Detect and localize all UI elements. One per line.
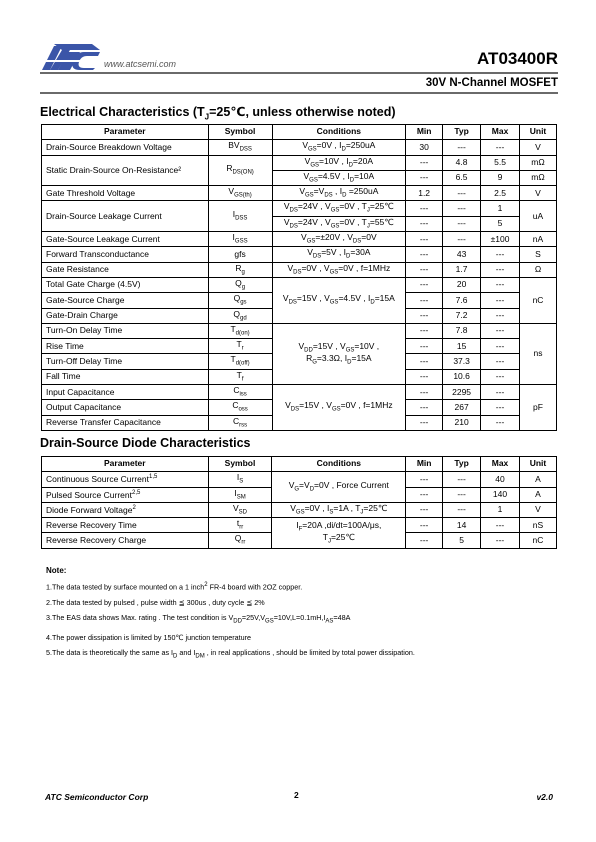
website-link[interactable]: www.atcsemi.com: [104, 59, 177, 69]
conditions-cell: $V_{GS}=4.5V$ , $I_D=10A$: [272, 170, 406, 185]
conditions-cell: $V_{DS}=24V$ , $V_{GS}=0V$ , $T_J=55℃$: [272, 216, 406, 231]
symbol-cell: $C_{iss}$: [208, 385, 272, 400]
param-cell: Reverse Recovery Charge: [42, 533, 209, 548]
col-header: Parameter: [42, 457, 209, 472]
table-row: [42, 140, 557, 155]
min-cell: ---: [406, 518, 443, 533]
unit-cell: pF: [520, 385, 557, 431]
header-rule-lower: [40, 92, 558, 94]
symbol-cell: $BV_{DSS}$: [208, 140, 272, 155]
col-header: Unit: [519, 457, 556, 472]
min-cell: ---: [406, 487, 443, 502]
min-cell: ---: [406, 385, 443, 400]
max-cell: ---: [481, 140, 520, 155]
note-item: 4.The power dissipation is limited by 150℃ junction temperature: [46, 633, 252, 643]
col-header: Typ: [443, 457, 481, 472]
max-cell: 40: [481, 472, 520, 487]
max-cell: 2.5: [481, 186, 520, 201]
table-row: [42, 186, 557, 201]
table-row: [42, 472, 557, 487]
param-cell: Total Gate Charge (4.5V): [42, 277, 209, 292]
unit-cell: ns: [520, 323, 557, 384]
max-cell: ---: [481, 308, 520, 323]
symbol-cell: $C_{oss}$: [208, 400, 272, 415]
typ-cell: 267: [443, 400, 481, 415]
table-row: [42, 385, 557, 400]
typ-cell: ---: [443, 216, 481, 231]
typ-cell: ---: [443, 232, 481, 247]
symbol-cell: $I_{GSS}$: [208, 232, 272, 247]
max-cell: 1: [481, 201, 520, 216]
max-cell: ---: [481, 400, 520, 415]
param-cell: Output Capacitance: [42, 400, 209, 415]
param-cell: Gate-Source Leakage Current: [42, 232, 209, 247]
param-cell: Drain-Source Breakdown Voltage: [42, 140, 209, 155]
table-row: [42, 323, 557, 338]
note-item: 3.The EAS data shows Max. rating . The test condition is $V_{DD}=25V,V_{GS}=10V,L=0.1mH,I_{AS}=48A$: [46, 613, 351, 625]
min-cell: 1.2: [406, 186, 443, 201]
table-row: [42, 277, 557, 292]
symbol-cell: $T_{d(on)}$: [208, 323, 272, 338]
table-header-row: [42, 125, 557, 140]
typ-cell: ---: [443, 201, 481, 216]
max-cell: ---: [481, 277, 520, 292]
symbol-cell: $I_{SM}$: [208, 487, 272, 502]
unit-cell: uA: [520, 201, 557, 232]
note-item: 1.The data tested by surface mounted on a 1 inch$^2$ FR-4 board with 2OZ copper.: [46, 582, 303, 592]
max-cell: ---: [481, 533, 520, 548]
conditions-cell: $V_{GS}=0V$ , $I_D=250uA$: [272, 140, 406, 155]
param-cell: Static Drain-Source On-Resistance²: [42, 155, 209, 186]
typ-cell: 7.8: [443, 323, 481, 338]
typ-cell: 20: [443, 277, 481, 292]
conditions-cell: $V_{GS}=V_{DS}$ , $I_D =250uA$: [272, 186, 406, 201]
param-cell: Forward Transconductance: [42, 247, 209, 262]
col-header: Conditions: [272, 125, 406, 140]
typ-cell: 7.6: [443, 293, 481, 308]
conditions-cell: $V_{GS}=0V$ , $I_S=1A$ , $T_J=25℃$: [272, 502, 406, 517]
min-cell: ---: [406, 533, 443, 548]
max-cell: ---: [481, 369, 520, 384]
symbol-cell: $T_{d(off)}$: [208, 354, 272, 369]
typ-cell: 10.6: [443, 369, 481, 384]
symbol-cell: $Q_{gs}$: [208, 293, 272, 308]
conditions-cell: $V_{GS}=10V$ , $I_D=20A$: [272, 155, 406, 170]
col-header: Max: [481, 125, 520, 140]
unit-cell: mΩ: [520, 155, 557, 170]
min-cell: ---: [406, 502, 443, 517]
typ-cell: 14: [443, 518, 481, 533]
diode-table: [41, 456, 557, 549]
typ-cell: 210: [443, 415, 481, 430]
col-header: Symbol: [208, 125, 272, 140]
product-subtitle: 30V N-Channel MOSFET: [425, 77, 558, 89]
min-cell: 30: [406, 140, 443, 155]
typ-cell: ---: [443, 140, 481, 155]
unit-cell: nC: [519, 533, 556, 548]
conditions-cell: $V_{DS}=15V$ , $V_{GS}=0V$ , f=1MHz: [272, 385, 406, 431]
param-cell: Drain-Source Leakage Current: [42, 201, 209, 232]
symbol-cell: $C_{rss}$: [208, 415, 272, 430]
typ-cell: 5: [443, 533, 481, 548]
min-cell: ---: [406, 293, 443, 308]
symbol-cell: $R_g$: [208, 262, 272, 277]
symbol-cell: $Q_g$: [208, 277, 272, 292]
unit-cell: nS: [519, 518, 556, 533]
param-cell: Gate-Source Charge: [42, 293, 209, 308]
min-cell: ---: [406, 262, 443, 277]
conditions-cell: $V_{DS}=0V$ , $V_{GS}=0V$ , f=1MHz: [272, 262, 406, 277]
param-cell: Input Capacitance: [42, 385, 209, 400]
max-cell: ---: [481, 293, 520, 308]
symbol-cell: $V_{SD}$: [208, 502, 272, 517]
table-header-row: [42, 457, 557, 472]
table-row: [42, 262, 557, 277]
min-cell: ---: [406, 354, 443, 369]
symbol-cell: $T_f$: [208, 369, 272, 384]
conditions-cell: $V_{DS}=5V$ , $I_D=30A$: [272, 247, 406, 262]
param-cell: Gate Resistance: [42, 262, 209, 277]
unit-cell: nA: [520, 232, 557, 247]
max-cell: ±100: [481, 232, 520, 247]
max-cell: 9: [481, 170, 520, 185]
min-cell: ---: [406, 339, 443, 354]
typ-cell: 2295: [443, 385, 481, 400]
symbol-cell: gfs: [208, 247, 272, 262]
max-cell: ---: [481, 339, 520, 354]
col-header: Min: [406, 457, 443, 472]
table-row: [42, 155, 557, 170]
conditions-cell: $V_{DD}=15V$ , $V_{GS}=10V$ , $R_G=3.3\Omega$, $I_D=15A$: [272, 323, 406, 384]
unit-cell: V: [520, 186, 557, 201]
conditions-cell: $V_G=V_D=0V$ , Force Current: [272, 472, 406, 503]
min-cell: ---: [406, 277, 443, 292]
unit-cell: V: [520, 140, 557, 155]
max-cell: 5: [481, 216, 520, 231]
col-header: Typ: [443, 125, 481, 140]
min-cell: ---: [406, 201, 443, 216]
symbol-cell: $Q_{rr}$: [208, 533, 272, 548]
col-header: Max: [481, 457, 520, 472]
table-row: [42, 201, 557, 216]
max-cell: ---: [481, 323, 520, 338]
footer-version: v2.0: [536, 792, 553, 802]
footer-page-number: 2: [294, 790, 299, 800]
max-cell: ---: [481, 247, 520, 262]
param-cell: Gate Threshold Voltage: [42, 186, 209, 201]
typ-cell: 37.3: [443, 354, 481, 369]
notes-title: Note:: [46, 566, 67, 575]
symbol-cell: $I_{DSS}$: [208, 201, 272, 232]
symbol-cell: $I_S$: [208, 472, 272, 487]
unit-cell: Ω: [520, 262, 557, 277]
symbol-cell: $Q_{gd}$: [208, 308, 272, 323]
param-cell: Continuous Source Current$^{1,5}$: [42, 472, 209, 487]
typ-cell: ---: [443, 487, 481, 502]
param-cell: Diode Forward Voltage$^2$: [42, 502, 209, 517]
electrical-table: [41, 124, 557, 431]
table-row: [42, 247, 557, 262]
min-cell: ---: [406, 155, 443, 170]
symbol-cell: $t_{rr}$: [208, 518, 272, 533]
min-cell: ---: [406, 308, 443, 323]
min-cell: ---: [406, 247, 443, 262]
col-header: Parameter: [42, 125, 209, 140]
col-header: Symbol: [208, 457, 272, 472]
max-cell: 1: [481, 502, 520, 517]
max-cell: ---: [481, 415, 520, 430]
typ-cell: ---: [443, 472, 481, 487]
max-cell: ---: [481, 518, 520, 533]
col-header: Min: [406, 125, 443, 140]
conditions-cell: $I_F=20A$ ,di/dt=100A/μs, $T_J=25℃$: [272, 518, 406, 549]
conditions-cell: $V_{GS}=\pm 20V$ , $V_{DS}=0V$: [272, 232, 406, 247]
max-cell: 5.5: [481, 155, 520, 170]
electrical-section-title: Electrical Characteristics ($T_J=25℃$, unless otherwise noted): [40, 105, 396, 122]
param-cell: Turn-On Delay Time: [42, 323, 209, 338]
param-cell: Gate-Drain Charge: [42, 308, 209, 323]
symbol-cell: $T_r$: [208, 339, 272, 354]
typ-cell: 1.7: [443, 262, 481, 277]
max-cell: ---: [481, 385, 520, 400]
param-cell: Rise Time: [42, 339, 209, 354]
param-cell: Pulsed Source Current$^{2,5}$: [42, 487, 209, 502]
part-number: AT03400R: [477, 49, 558, 68]
symbol-cell: $V_{GS(th)}$: [208, 186, 272, 201]
max-cell: ---: [481, 354, 520, 369]
min-cell: ---: [406, 170, 443, 185]
conditions-cell: $V_{DS}=15V$ , $V_{GS}=4.5V$ , $I_D=15A$: [272, 277, 406, 323]
min-cell: ---: [406, 369, 443, 384]
note-item: 5.The data is theoretically the same as $I_D$ and $I_{DM}$ , in real applications , should be limited by total power dissipation.: [46, 648, 415, 660]
typ-cell: ---: [443, 186, 481, 201]
unit-cell: S: [520, 247, 557, 262]
symbol-cell: $R_{DS(ON)}$: [208, 155, 272, 186]
col-header: Conditions: [272, 457, 406, 472]
max-cell: 140: [481, 487, 520, 502]
unit-cell: A: [519, 487, 556, 502]
min-cell: ---: [406, 232, 443, 247]
conditions-cell: $V_{DS}=24V$ , $V_{GS}=0V$ , $T_J=25℃$: [272, 201, 406, 216]
typ-cell: 43: [443, 247, 481, 262]
notes-section: [46, 563, 415, 665]
diode-section-title: Drain-Source Diode Characteristics: [40, 436, 251, 450]
param-cell: Turn-Off Delay Time: [42, 354, 209, 369]
table-row: [42, 518, 557, 533]
typ-cell: 7.2: [443, 308, 481, 323]
atc-logo: [40, 42, 102, 72]
unit-cell: V: [519, 502, 556, 517]
typ-cell: 6.5: [443, 170, 481, 185]
note-item: 2.The data tested by pulsed , pulse width ≦ 300us , duty cycle ≦ 2%: [46, 597, 265, 607]
min-cell: ---: [406, 216, 443, 231]
max-cell: ---: [481, 262, 520, 277]
typ-cell: 15: [443, 339, 481, 354]
unit-cell: A: [519, 472, 556, 487]
unit-cell: nC: [520, 277, 557, 323]
col-header: Unit: [520, 125, 557, 140]
param-cell: Reverse Recovery Time: [42, 518, 209, 533]
min-cell: ---: [406, 472, 443, 487]
param-cell: Reverse Transfer Capacitance: [42, 415, 209, 430]
typ-cell: ---: [443, 502, 481, 517]
unit-cell: mΩ: [520, 170, 557, 185]
table-row: [42, 502, 557, 517]
typ-cell: 4.8: [443, 155, 481, 170]
table-row: [42, 232, 557, 247]
min-cell: ---: [406, 323, 443, 338]
footer-company: ATC Semiconductor Corp: [45, 792, 149, 802]
header-rule: [40, 72, 558, 74]
min-cell: ---: [406, 400, 443, 415]
min-cell: ---: [406, 415, 443, 430]
param-cell: Fall Time: [42, 369, 209, 384]
